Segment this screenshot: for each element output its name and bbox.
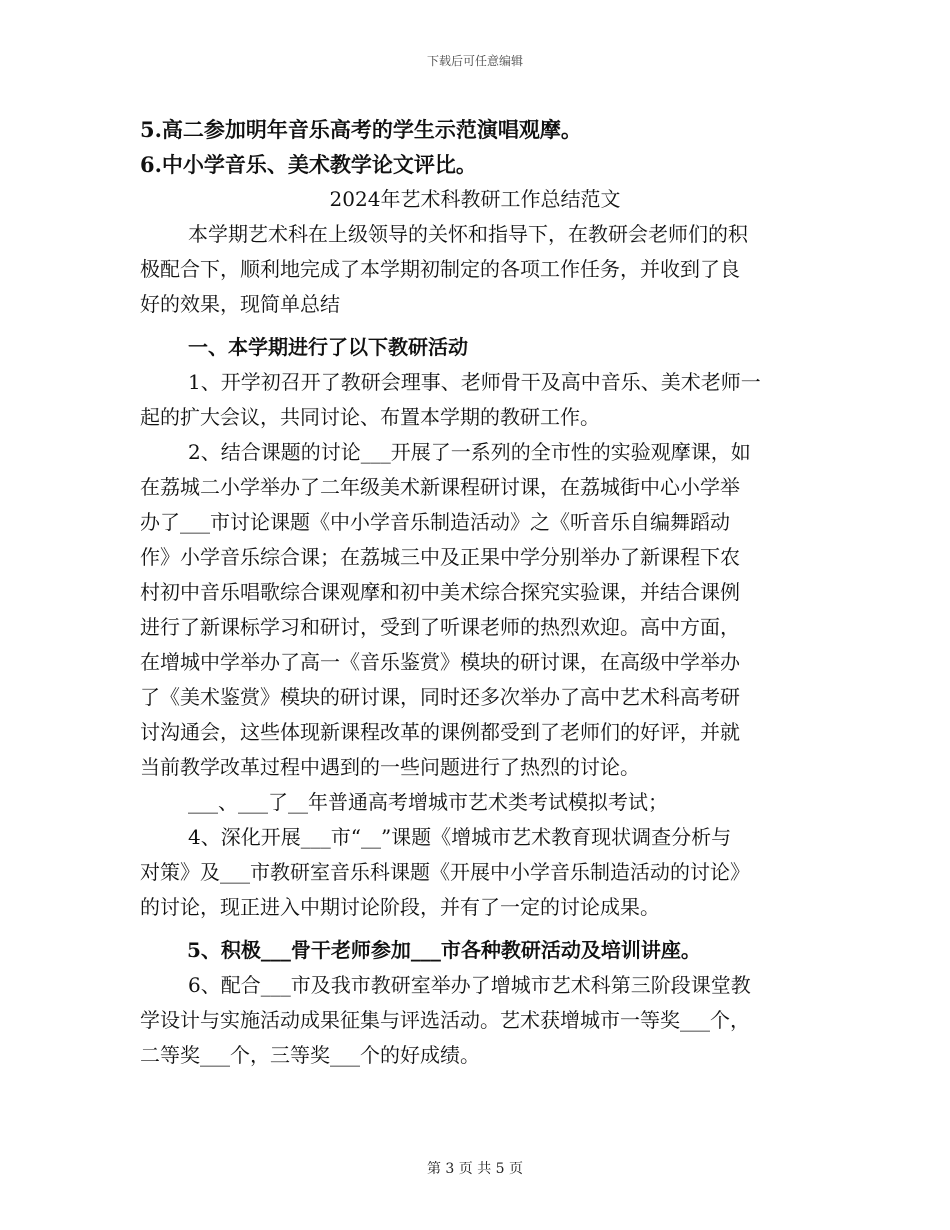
paragraph-line: 二等奖___个，三等奖___个的好成绩。 [140, 1043, 480, 1067]
list-item-6: 6.中小学音乐、美术教学论文评比。 [140, 152, 477, 177]
paragraph-line: 6、配合___市及我市教研室举办了增城市艺术科第三阶段课堂教 [188, 973, 751, 997]
paragraph-line: 当前教学改革过程中遇到的一些问题进行了热烈的讨论。 [140, 755, 640, 779]
paragraph-line: 在荔城二小学举办了二年级美术新课程研讨课，在荔城街中心小学举 [140, 475, 740, 499]
paragraph-line: 4、深化开展___市“__”课题《增城市艺术教育现状调查分析与 [188, 825, 732, 849]
paragraph-line: 好的效果，现简单总结 [140, 292, 340, 316]
paragraph-line: 了《美术鉴赏》模块的研讨课，同时还多次举办了高中艺术科高考研 [140, 685, 740, 709]
paragraph-line: 起的扩大会议，共同讨论、布置本学期的教研工作。 [140, 405, 600, 429]
page-footer: 第 3 页 共 5 页 [426, 1161, 524, 1177]
paragraph-line: 对策》及___市教研室音乐科课题《开展中小学音乐制造活动的讨论》 [140, 860, 750, 884]
page-header: 下载后可任意编辑 [426, 54, 523, 68]
paragraph-line: 的讨论，现正进入中期讨论阶段，并有了一定的讨论成果。 [140, 895, 660, 919]
paragraph-line: 极配合下，顺利地完成了本学期初制定的各项工作任务，并收到了良 [140, 257, 740, 281]
paragraph-line: 本学期艺术科在上级领导的关怀和指导下，在教研会老师们的积 [188, 222, 748, 246]
document-body [140, 112, 810, 1073]
list-item-bold: 5、积极___骨干老师参加___市各种教研活动及培训讲座。 [187, 938, 701, 962]
paragraph-line: 讨沟通会，这些体现新课程改革的课例都受到了老师们的好评，并就 [140, 720, 740, 744]
paragraph-line: ___、___了__年普通高考增城市艺术类考试模拟考试； [188, 790, 668, 814]
paragraph-line: 作》小学音乐综合课；在荔城三中及正果中学分别举办了新课程下农 [140, 545, 740, 569]
section-title: 2024年艺术科教研工作总结范文 [329, 187, 621, 211]
paragraph-line: 办了___市讨论课题《中小学音乐制造活动》之《听音乐自编舞蹈动 [140, 510, 730, 534]
paragraph-line: 2、结合课题的讨论___开展了一系列的全市性的实验观摩课，如 [188, 440, 751, 464]
section-heading: 一、本学期进行了以下教研活动 [188, 335, 468, 359]
paragraph-line: 1、开学初召开了教研会理事、老师骨干及高中音乐、美术老师一 [188, 370, 761, 394]
paragraph-line: 进行了新课标学习和研讨，受到了听课老师的热烈欢迎。高中方面， [140, 615, 740, 639]
paragraph-line: 在增城中学举办了高一《音乐鉴赏》模块的研讨课，在高级中学举办 [140, 650, 740, 674]
paragraph-line: 学设计与实施活动成果征集与评选活动。艺术获增城市一等奖___个， [140, 1008, 750, 1032]
list-item-5: 5.高二参加明年音乐高考的学生示范演唱观摩。 [140, 117, 582, 142]
paragraph-line: 村初中音乐唱歌综合课观摩和初中美术综合探究实验课，并结合课例 [140, 580, 740, 604]
